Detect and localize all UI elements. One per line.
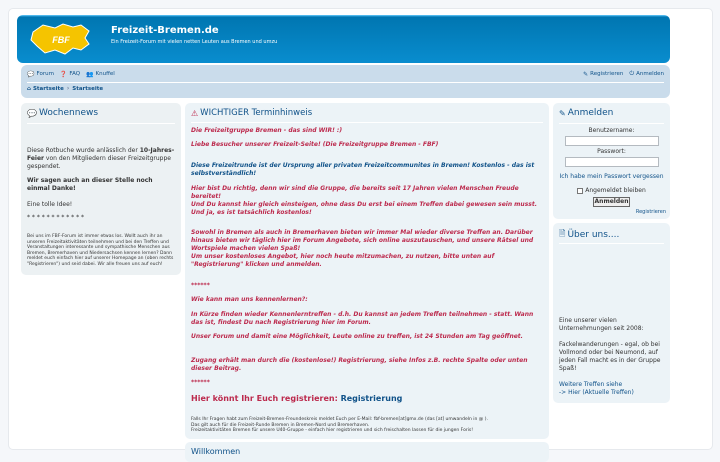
- registration-link[interactable]: Registrierung: [340, 394, 403, 403]
- news-panel: [21, 103, 181, 275]
- nav-knuffel-link[interactable]: [86, 71, 115, 78]
- notice-panel: [185, 103, 549, 439]
- notice-p7: Um unser kostenloses Angebot, hier noch heute mitzumachen, zu nutzen, bitte unten auf "Registrierung" klicken und anmelden.: [191, 253, 495, 268]
- news-title-label: Wochennews: [38, 108, 99, 118]
- news-title: [27, 108, 98, 118]
- news-text2: Wir sagen auch an dieser Stelle noch einmal Danke!: [27, 177, 153, 192]
- login-divider: [559, 123, 664, 124]
- login-title: [559, 108, 613, 118]
- logo-text: FBF: [52, 35, 70, 45]
- news-small-text: Bei uns im FBF-Forum ist immer etwas los. Wollt auch ihr an unseren Freizeitaktivitäten teilnehmen und bei den Treffen und Veranstaltungen interessante und sympathische Menschen aus Bremen, Bremerhaven und Niedersachsen kennen lernen? Dann meldet euch einfach hier auf unserer Homepage an (oben rechts "Registrieren") und seid dabei. Wir alle freuen uns auf euch!: [27, 234, 174, 267]
- register-label: Registrieren: [590, 71, 624, 77]
- login-register-link[interactable]: Registrieren: [635, 209, 666, 215]
- notice-fine1: Falls Ihr Fragen habt zum Freizeit-Bremen-Freundeskreis meldet Euch per E-Mail: fbf-bremen[at]gmx.de (das [at] umwandeln in @ ).: [191, 417, 488, 422]
- comment-icon: 💬: [27, 108, 37, 118]
- pencil-icon: ✎: [559, 108, 566, 118]
- notice-title-label: WICHTIGER Terminhinweis: [200, 108, 313, 118]
- notice-fineprint: [191, 417, 543, 434]
- about-link2[interactable]: -> Hier (Aktuelle Treffen): [559, 389, 634, 396]
- login-panel: [553, 103, 670, 219]
- edit-icon: ✎: [583, 70, 589, 78]
- remember-row: [553, 187, 670, 194]
- notice-p3: Diese Freizeitrunde ist der Ursprung aller privaten Freizeitcommunites in Bremen! Kostenlos - das ist selbstverständlich!: [191, 162, 535, 177]
- navbar: [21, 65, 670, 98]
- document-icon: 🗎: [559, 229, 566, 238]
- site-header: [17, 15, 670, 63]
- breadcrumb-current[interactable]: Startseite: [72, 85, 104, 92]
- notice-title: [191, 108, 312, 118]
- notice-sep1: ******: [191, 282, 210, 289]
- notice-p4: Hier bist Du richtig, denn wir sind die Gruppe, die bereits seit 17 Jahren vielen Menschen Freude bereitet!: [191, 185, 519, 200]
- notice-p9: In Kürze finden wieder Kennenlerntreffen - d.h. Du kannst an jedem Treffen teilnehmen - statt. Wann das ist, findest Du nach Registrierung hier im Forum.: [191, 311, 534, 326]
- breadcrumb: [27, 82, 664, 94]
- home-icon: ⌂: [27, 85, 31, 92]
- page-wrapper: [8, 8, 713, 456]
- password-label: Passwort:: [597, 148, 626, 155]
- about-text1: Eine unserer vielen Unternehmungen seit 2008:: [559, 317, 644, 332]
- about-panel: [553, 223, 670, 403]
- notice-p11: Zugang erhält man durch die (kostenlose!) Registrierung, siehe Infos z.B. rechte Spalte oder unten dieser Beitrag.: [191, 357, 528, 372]
- password-input[interactable]: [565, 157, 659, 167]
- login-button[interactable]: Anmelden: [594, 198, 629, 205]
- news-text1: [27, 147, 175, 171]
- breadcrumb-separator: ›: [66, 85, 70, 92]
- nav-forum-label: Forum: [36, 71, 54, 77]
- notice-sep2: ******: [191, 379, 210, 386]
- about-title: [559, 228, 619, 242]
- site-title[interactable]: Freizeit-Bremen.de: [111, 25, 219, 36]
- notice-p6: Sowohl in Bremen als auch in Bremerhaven bieten wir immer Mal wieder diverse Treffen an. Darüber hinaus bieten wir täglich hier im Forum Angebote, sich online auszutauschen, und unsere Rätsel und Wortspiele machen vielen Spaß!: [191, 229, 534, 252]
- notice-p10: Unser Forum und damit eine Möglichkeit, Leute online zu treffen, ist 24 Stunden am Tag geöffnet.: [191, 333, 523, 340]
- remember-checkbox[interactable]: [577, 188, 583, 194]
- nav-forum-link[interactable]: [27, 71, 54, 78]
- breadcrumb-home-label: Startseite: [32, 85, 64, 92]
- news-divider: [27, 123, 175, 124]
- news-text1-pre: Diese Rotbuche wurde anlässlich der: [27, 147, 140, 154]
- notice-p5: Und Du kannst hier gleich einsteigen, ohne dass Du erst bei einem Treffen dabei gewesen sein musst. Und ja, es ist tatsächlich kostenlos!: [191, 201, 537, 216]
- news-text3: Eine tolle Idee!: [27, 201, 73, 208]
- username-label: Benutzername:: [588, 127, 635, 134]
- notice-p1: Die Freizeitgruppe Bremen - das sind WIR! :): [191, 127, 343, 134]
- site-logo[interactable]: [29, 22, 93, 56]
- news-text1-bold: 10-Jahres-Feier: [27, 147, 175, 162]
- nav-knuffel-label: Knuffel: [95, 71, 115, 77]
- about-text2: Fackelwanderungen - egal, ob bei Vollmond oder bei Neumond, auf jeden Fall macht es in der Gruppe Spaß!: [559, 341, 661, 372]
- nav-faq-link[interactable]: [60, 71, 80, 78]
- register-text: Hier könnt Ihr Euch registrieren:: [191, 394, 341, 403]
- site-description: Ein Freizeit-Forum mit vielen netten Leuten aus Bremen und umzu: [111, 39, 278, 45]
- about-divider: [559, 243, 664, 244]
- welcome-panel: [185, 442, 549, 462]
- notice-fine2: Das gilt auch für die Freizeit-Runde Bremen in Bremen-Nord und Bremerhaven.: [191, 422, 370, 428]
- about-title-label: Über uns....: [567, 230, 620, 240]
- notice-fine3: Freizeitaktivitäten Bremen für unsere U40-Gruppe - einfach hier registrieren und sich freischalten lassen für die jungen Foris!: [191, 428, 474, 433]
- welcome-title: Willkommen: [191, 447, 241, 456]
- login-label: Anmelden: [636, 71, 664, 77]
- notice-p2: Liebe Besucher unserer Freizeit-Seite! (Die Freizeitgruppe Bremen - FBF): [191, 141, 439, 148]
- login-title-label: Anmelden: [567, 108, 614, 118]
- chat-icon: 💬: [27, 70, 35, 78]
- register-link[interactable]: [583, 70, 623, 78]
- forgot-password-link[interactable]: Ich habe mein Passwort vergessen: [559, 173, 664, 180]
- remember-label: Angemeldet bleiben: [585, 187, 646, 194]
- login-link[interactable]: [629, 70, 664, 78]
- nav-links-row: [27, 69, 664, 79]
- warning-icon: ⚠: [191, 108, 199, 118]
- register-line: [191, 394, 543, 404]
- nav-faq-label: FAQ: [69, 71, 81, 77]
- nav-right: [583, 70, 664, 78]
- question-icon: ❓: [59, 70, 68, 78]
- news-text1-post: von den Mitgliedern dieser Freizeitgruppe gespendet.: [27, 155, 171, 170]
- news-stars: * * * * * * * * * * * *: [27, 214, 84, 221]
- breadcrumb-home[interactable]: [27, 86, 64, 92]
- power-icon: ⏻: [629, 70, 635, 77]
- notice-p8: Wie kann man uns kennenlernen?:: [191, 296, 308, 303]
- notice-divider: [191, 122, 543, 123]
- users-icon: 👥: [86, 70, 94, 78]
- about-link1[interactable]: Weitere Treffen siehe: [559, 381, 623, 388]
- username-input[interactable]: [565, 136, 659, 146]
